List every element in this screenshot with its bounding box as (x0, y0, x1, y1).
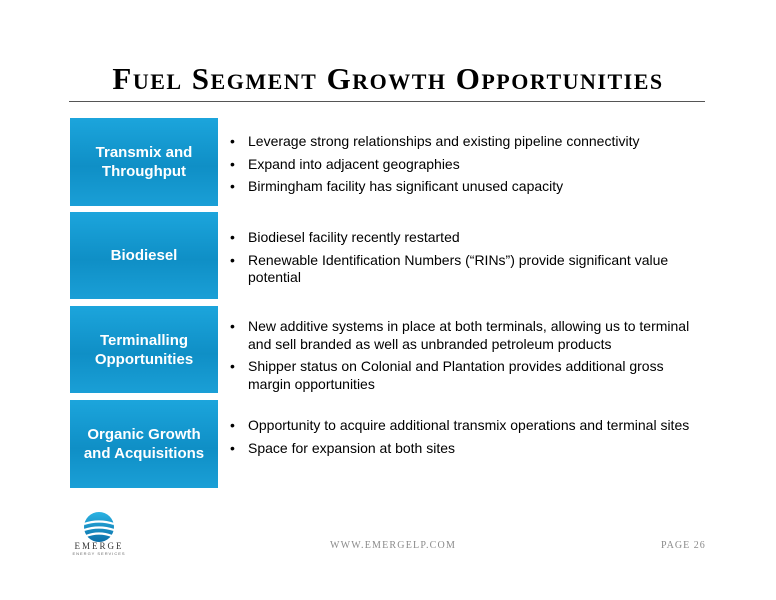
segment-label: Biodiesel (110, 247, 178, 264)
bullet-item: • Renewable Identification Numbers (“RINs”) provide significant value potential (230, 252, 700, 287)
bullet-item: • Expand into adjacent geographies (230, 156, 700, 174)
bullet-item: • Biodiesel facility recently restarted (230, 229, 700, 247)
bullet-item: • Birmingham facility has significant unused capacity (230, 178, 700, 196)
segment-label-box (70, 118, 218, 206)
bullet-list (230, 318, 700, 398)
slide-title: Fuel Segment Growth Opportunities (112, 61, 664, 96)
bullet-list (230, 417, 700, 462)
segment-label-box (70, 400, 218, 488)
page-number: PAGE 26 (661, 540, 706, 551)
bullet-item: • New additive systems in place at both terminals, allowing us to terminal and sell branded as well as unbranded petroleum products (230, 318, 700, 353)
segment-label: Organic Growth and Acquisitions (83, 426, 205, 462)
segment-label-box (70, 212, 218, 299)
bullet-item: • Leverage strong relationships and existing pipeline connectivity (230, 133, 700, 151)
bullet-item: • Opportunity to acquire additional transmix operations and terminal sites (230, 417, 700, 435)
bullet-list (230, 229, 700, 292)
logo-subtext: ENERGY SERVICES (72, 551, 126, 556)
segment-label: Terminalling Opportunities (94, 331, 194, 368)
segment-label-box (70, 306, 218, 393)
bullet-list (230, 133, 700, 201)
bullet-item: • Space for expansion at both sites (230, 440, 700, 458)
logo-wordmark: EMERGE (74, 541, 124, 551)
bullet-item: • Shipper status on Colonial and Plantation provides additional gross margin opportunities (230, 358, 700, 393)
title-divider (69, 101, 705, 102)
footer-url: WWW.EMERGELP.COM (330, 540, 457, 551)
segment-label: Transmix and Throughput (95, 144, 193, 180)
